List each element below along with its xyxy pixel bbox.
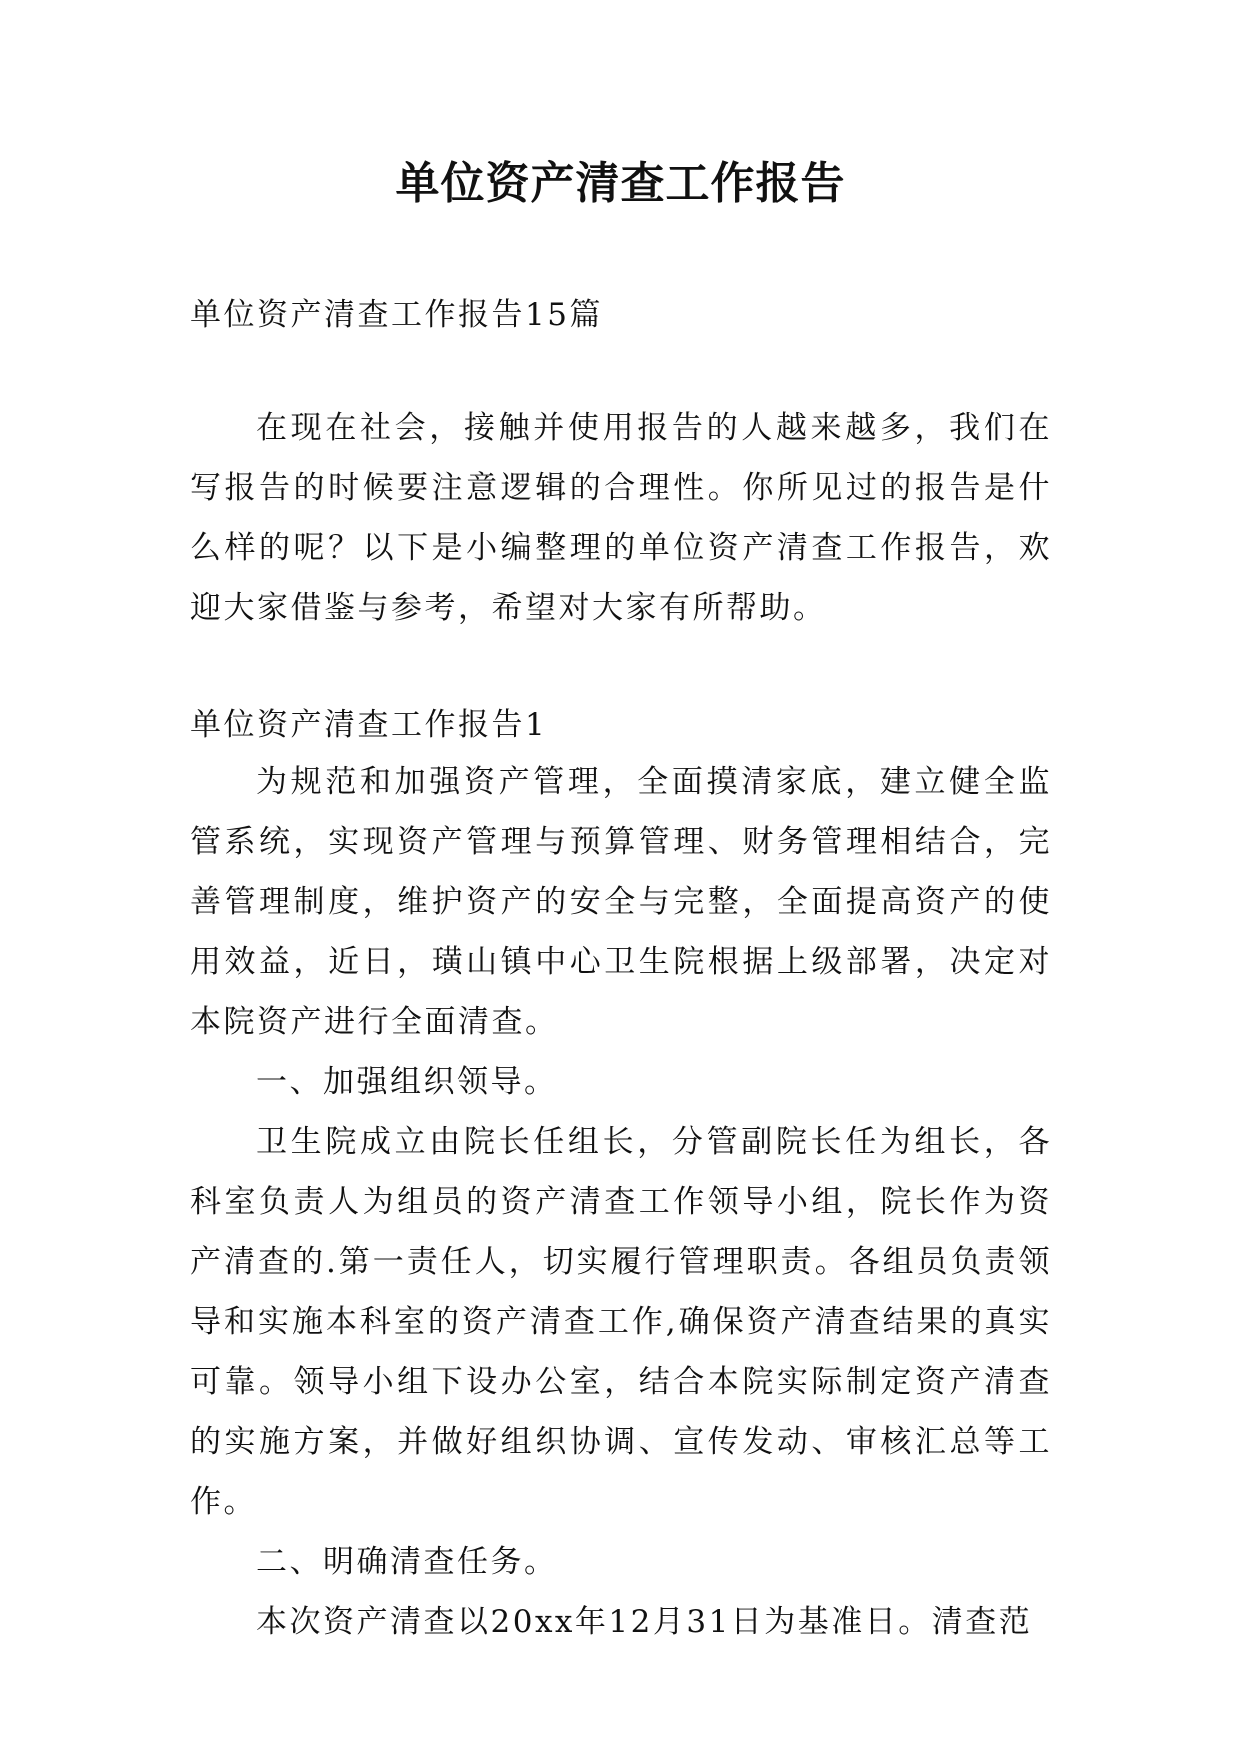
body-paragraph-1: 为规范和加强资产管理，全面摸清家底，建立健全监管系统，实现资产管理与预算管理、财务管理相结合，完善管理制度，维护资产的安全与完整，全面提高资产的使用效益，近日，璜山镇中心卫生院根据上级部署，决定对本院资产进行全面清查。 <box>190 764 1052 1040</box>
body-paragraph-3: 本次资产清查以20xx年12月31日为基准日。清查范 <box>256 1604 1033 1640</box>
body-paragraph-2: 卫生院成立由院长任组长，分管副院长任为组长，各科室负责人为组员的资产清查工作领导小组，院长作为资产清查的.第一责任人，切实履行管理职责。各组员负责领导和实施本科室的资产清查工作,确保资产清查结果的真实可靠。领导小组下设办公室，结合本院实际制定资产清查的实施方案，并做好组织协调、宣传发动、审核汇总等工作。 <box>190 1124 1052 1520</box>
section-body <box>190 752 1052 1652</box>
heading-organization-leadership: 一、加强组织领导。 <box>256 1064 558 1100</box>
section-heading: 单位资产清查工作报告1 <box>190 707 548 743</box>
document-subtitle: 单位资产清查工作报告15篇 <box>190 297 603 333</box>
intro-paragraph: 在现在社会，接触并使用报告的人越来越多，我们在写报告的时候要注意逻辑的合理性。你所见过的报告是什么样的呢？以下是小编整理的单位资产清查工作报告，欢迎大家借鉴与参考，希望对大家有所帮助。 <box>190 410 1052 626</box>
document-title: 单位资产清查工作报告 <box>395 158 846 209</box>
heading-clarify-tasks: 二、明确清查任务。 <box>256 1544 558 1580</box>
